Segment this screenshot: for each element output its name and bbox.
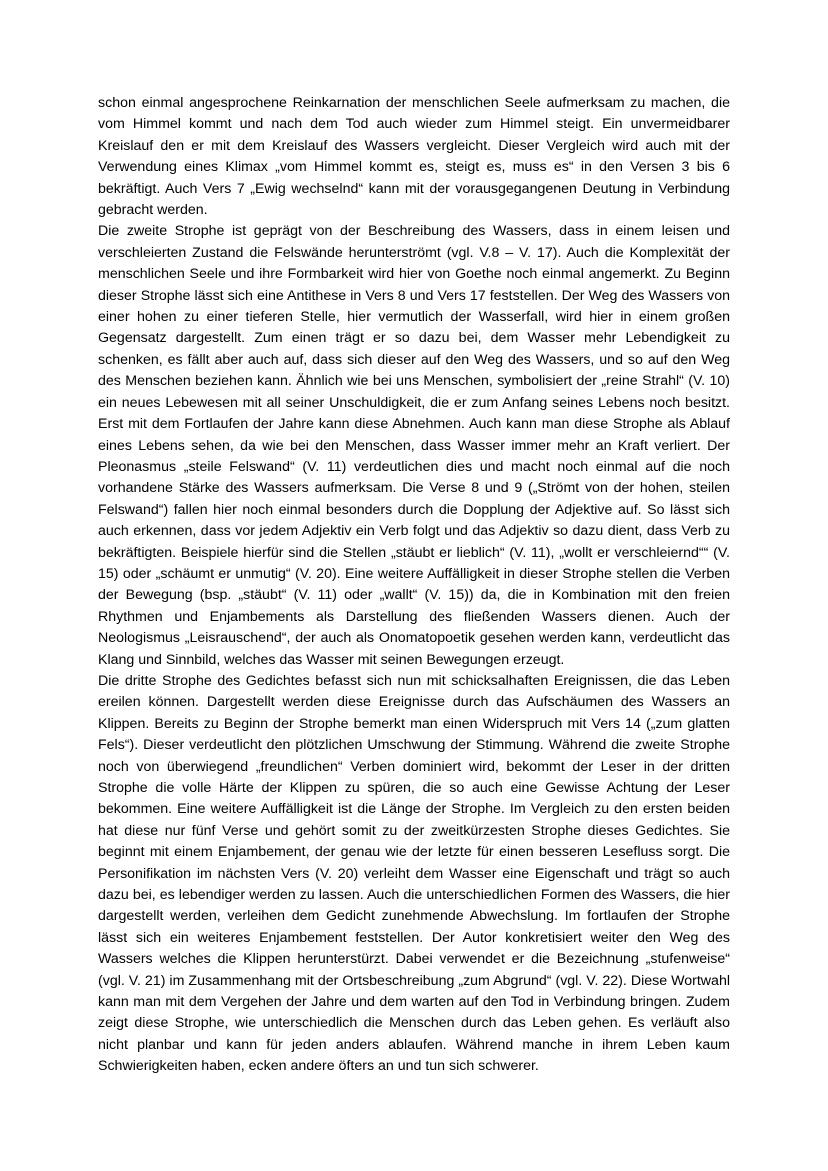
document-body xyxy=(98,93,730,1078)
paragraph-reincarnation: schon einmal angesprochene Reinkarnation der menschlichen Seele aufmerksam zu machen, die vom Himmel kommt und nach dem Tod auch wieder zum Himmel steigt. Ein unvermeidbarer Kreislauf den er mit dem Kreislauf des Wassers vergleicht. Dieser Vergleich wird auch mit der Verwendung eines Klimax „vom Himmel kommt es, steigt es, muss es“ in den Versen 3 bis 6 bekräftigt. Auch Vers 7 „Ewig wechselnd“ kann mit der vorausgegangenen Deutung in Verbindung gebracht werden. xyxy=(98,95,730,219)
paragraph-third-strophe: Die dritte Strophe des Gedichtes befasst sich nun mit schicksalhaften Ereignissen, die das Leben ereilen können. Dargestellt werden diese Ereignisse durch das Aufschäumen des Wassers an Klippen. Bereits zu Beginn der Strophe bemerkt man einen Widerspruch mit Vers 14 („zum glatten Fels“). Dieser verdeutlicht den plötzlichen Umschwung der Stimmung. Während die zweite Strophe noch von überwiegend „freundlichen“ Verben dominiert wird, bekommt der Leser in der dritten Strophe die volle Härte der Klippen zu spüren, die so auch eine Gewisse Achtung der Leser bekommen. Eine weitere Auffälligkeit ist die Länge der Strophe. Im Vergleich zu den ersten beiden hat diese nur fünf Verse und gehört somit zu der zweitkürzesten Strophe dieses Gedichtes. Sie beginnt mit einem Enjambement, der genau wie der letzte für einen besseren Lesefluss sorgt. Die Personifikation im nächsten Vers (V. 20) verleiht dem Wasser eine Eigenschaft und trägt so auch dazu bei, es lebendiger werden zu lassen. Auch die unterschiedlichen Formen des Wassers, die hier dargestellt werden, verleihen dem Gedicht zunehmende Abwechslung. Im fortlaufen der Strophe lässt sich ein weiteres Enjambement feststellen. Der Autor konkretisiert weiter den Weg des Wassers welches die Klippen herunterstürzt. Dabei verwendet er die Bezeichnung „stufenweise“ (vgl. V. 21) im Zusammenhang mit der Ortsbeschreibung „zum Abgrund“ (vgl. V. 22). Diese Wortwahl kann man mit dem Vergehen der Jahre und dem warten auf den Tod in Verbindung bringen. Zudem zeigt diese Strophe, wie unterschiedlich die Menschen durch das Leben gehen. Es verläuft also nicht planbar und kann für jeden anders ablaufen. Während manche in ihrem Leben kaum Schwierigkeiten haben, ecken andere öfters an und tun sich schwerer. xyxy=(98,672,730,1075)
paragraph-second-strophe: Die zweite Strophe ist geprägt von der Beschreibung des Wassers, dass in einem leisen und verschleierten Zustand die Felswände herunterströmt (vgl. V.8 – V. 17). Auch die Komplexität der menschlichen Seele und ihre Formbarkeit wird hier von Goethe noch einmal angemerkt. Zu Beginn dieser Strophe lässt sich eine Antithese in Vers 8 und Vers 17 feststellen. Der Weg des Wassers von einer hohen zu einer tieferen Stelle, hier vermutlich der Wasserfall, wird hier in einem großen Gegensatz dargestellt. Zum einen trägt er so dazu bei, dem Wasser mehr Lebendigkeit zu schenken, es fällt aber auch auf, dass sich dieser auf den Weg des Wassers, und so auf den Weg des Menschen beziehen kann. Ähnlich wie bei uns Menschen, symbolisiert der „reine Strahl“ (V. 10) ein neues Lebewesen mit all seiner Unschuldigkeit, die er zum Anfang seines Lebens noch besitzt. Erst mit dem Fortlaufen der Jahre kann diese Abnehmen. Auch kann man diese Strophe als Ablauf eines Lebens sehen, da wie bei den Menschen, dass Wasser immer mehr an Kraft verliert. Der Pleonasmus „steile Felswand“ (V. 11) verdeutlichen dies und macht noch einmal auf die noch vorhandene Stärke des Wassers aufmerksam. Die Verse 8 und 9 („Strömt von der hohen, steilen Felswand“) fallen hier noch einmal besonders durch die Dopplung der Adjektive auf. So lässt sich auch erkennen, dass vor jedem Adjektiv ein Verb folgt und das Adjektiv so dazu dient, dass Verb zu bekräftigten. Beispiele hierfür sind die Stellen „stäubt er lieblich“ (V. 11), „wollt er verschleiernd““ (V. 15) oder „schäumt er unmutig“ (V. 20). Eine weitere Auffälligkeit in dieser Strophe stellen die Verben der Bewegung (bsp. „stäubt“ (V. 11) oder „wallt“ (V. 15)) da, die in Kombination mit den freien Rhythmen und Enjambements als Darstellung des fließenden Wassers dienen. Auch der Neologismus „Leisrauschend“, der auch als Onomatopoetik gesehen werden kann, verdeutlicht das Klang und Sinnbild, welches das Wasser mit seinen Bewegungen erzeugt. xyxy=(98,223,730,668)
